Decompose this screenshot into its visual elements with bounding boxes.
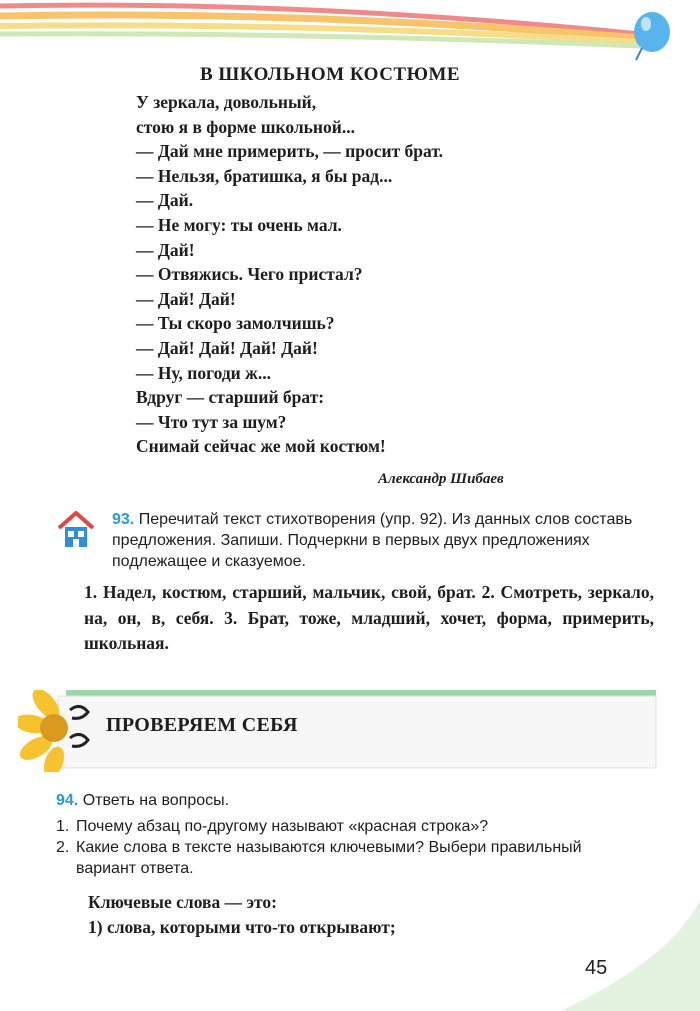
header-decoration <box>0 0 700 70</box>
answer-block <box>88 890 396 940</box>
poem-line: — Что тут за шум? <box>136 411 287 432</box>
exercise-94 <box>56 790 636 811</box>
poem-line: — Ну, погоди ж... <box>136 362 271 383</box>
poem-line: — Дай! <box>136 239 195 260</box>
exercise-93 <box>112 509 652 572</box>
page-corner-decoration <box>520 900 700 1011</box>
poem-line: — Отвяжись. Чего пристал? <box>136 264 363 285</box>
poem-line: — Дай. <box>136 190 194 211</box>
poem-line: Вдруг — старший брат: <box>136 387 325 408</box>
question-text: Какие слова в тексте называются ключевыми? Выбери правильный вариант ответа. <box>76 839 582 877</box>
poem-line: — Дай! Дай! Дай! Дай! <box>136 337 318 358</box>
poem-line: — Ты скоро замолчишь? <box>136 313 335 334</box>
poem-line: — Дай! Дай! <box>136 288 236 309</box>
poem-line: — Не могу: ты очень мал. <box>136 214 342 235</box>
poem-line: — Нельзя, братишка, я бы рад... <box>136 165 393 186</box>
question-number: 1. <box>56 818 70 835</box>
question-item <box>56 837 646 879</box>
poem-line: стою я в форме школьной... <box>136 116 355 137</box>
poem-author: Александр Шибаев <box>378 471 504 487</box>
question-text: Почему абзац по-другому называют «красная строка»? <box>76 818 489 835</box>
poem-line: У зеркала, довольный, <box>136 92 317 112</box>
answer-option-1: 1) слова, которыми что-то открывают; <box>88 917 396 937</box>
question-list <box>56 816 646 879</box>
page-number: 45 <box>585 957 608 979</box>
poem-line: — Дай мне примерить, — просит брат. <box>136 141 443 162</box>
section-title: ПРОВЕРЯЕМ СЕБЯ <box>106 714 298 736</box>
exercise-94-text: Ответь на вопросы. <box>82 792 230 809</box>
question-item <box>56 816 646 837</box>
exercise-93-number: 93. <box>112 511 135 528</box>
exercise-94-number: 94. <box>56 792 79 809</box>
poem-title: В ШКОЛЬНОМ КОСТЮМЕ <box>200 64 461 85</box>
exercise-93-words: 1. Надел, костюм, старший, мальчик, свой, брат. 2. Смотреть, зеркало, на, он, в, себя. 3. Брат, тоже, младший, хочет, форма, примерить, школьная. <box>84 582 654 653</box>
question-number: 2. <box>56 839 70 856</box>
exercise-93-text: Перечитай текст стихотворения (упр. 92). Из данных слов составь предложения. Запиши. Подчеркни в первых двух предложениях подлежащее и сказуемое. <box>112 511 633 570</box>
poem-body <box>136 90 443 459</box>
balloon-icon <box>618 8 674 68</box>
answer-intro: Ключевые слова — это: <box>88 892 277 912</box>
poem-line: Снимай сейчас же мой костюм! <box>136 436 386 457</box>
homework-house-icon <box>56 508 96 552</box>
